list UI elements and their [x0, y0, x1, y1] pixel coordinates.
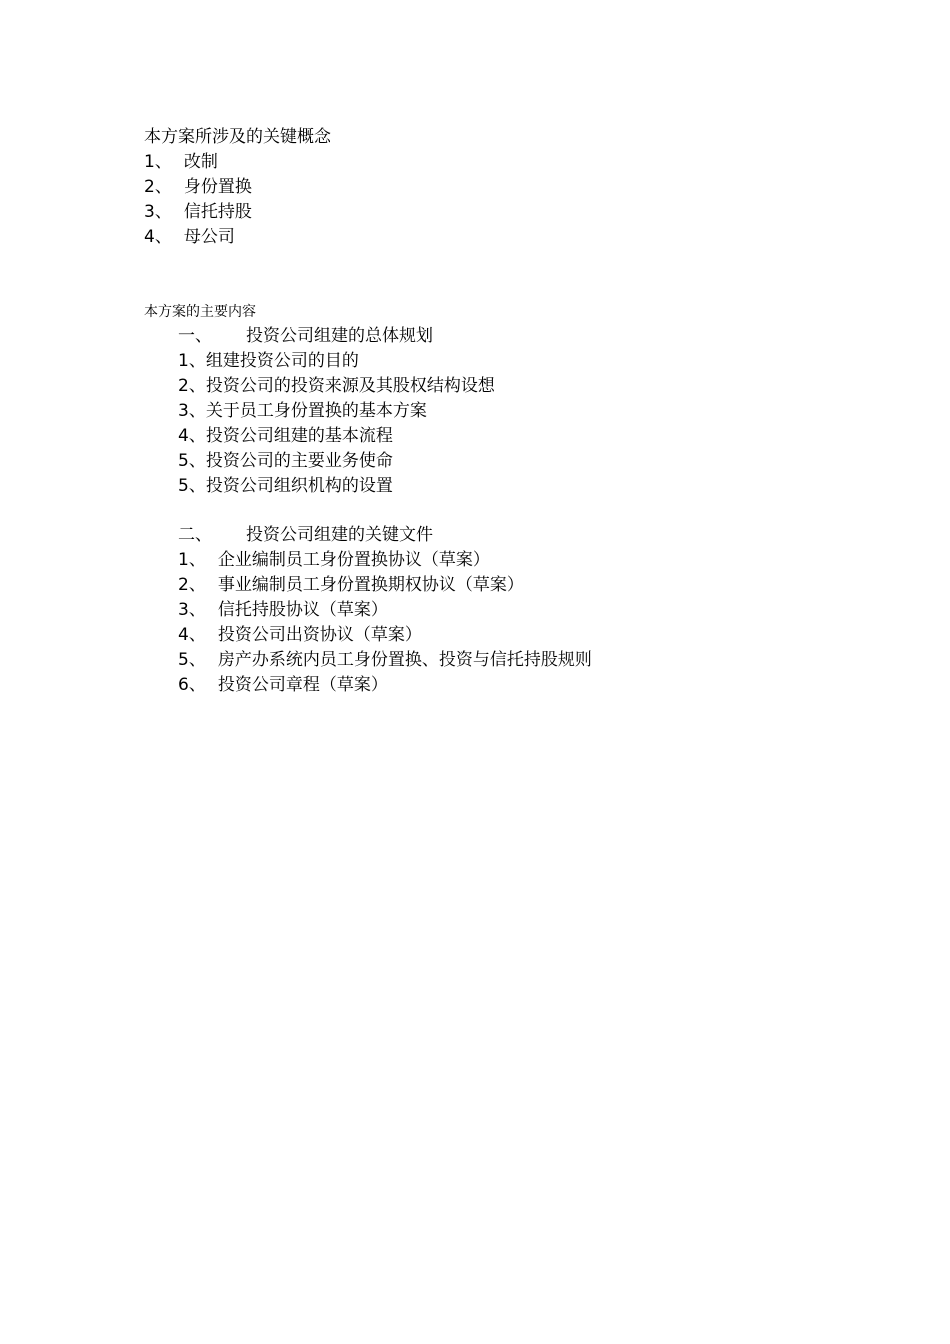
item-text: 投资公司出资协议（草案） [217, 625, 422, 645]
item-number: 4、 [144, 227, 172, 247]
item-text: 企业编制员工身份置换协议（草案） [217, 550, 490, 570]
item-text: 房产办系统内员工身份置换、投资与信托持股规则 [217, 650, 592, 670]
section1-title: 本方案所涉及的关键概念 [144, 127, 331, 147]
item-text: 投资公司章程（草案） [217, 675, 388, 695]
document-item [178, 648, 592, 673]
concept-item [144, 225, 235, 250]
item-number: 6、 [178, 675, 206, 695]
part2-heading [178, 523, 433, 548]
plan-item: 4、投资公司组建的基本流程 [178, 426, 393, 446]
item-text: 事业编制员工身份置换期权协议（草案） [217, 575, 524, 595]
part-number: 二、 [178, 525, 212, 545]
item-number: 2、 [144, 177, 172, 197]
item-number: 4、 [178, 625, 206, 645]
concept-item [144, 175, 252, 200]
plan-item: 3、关于员工身份置换的基本方案 [178, 401, 427, 421]
item-text: 信托持股协议（草案） [217, 600, 388, 620]
section2-title: 本方案的主要内容 [144, 304, 256, 320]
part-title: 投资公司组建的总体规划 [246, 326, 433, 346]
document-item [178, 548, 490, 573]
document-item [178, 673, 388, 698]
item-number: 2、 [178, 575, 206, 595]
item-number: 3、 [178, 600, 206, 620]
item-number: 3、 [144, 202, 172, 222]
document-item [178, 623, 422, 648]
item-number: 5、 [178, 650, 206, 670]
plan-item: 5、投资公司的主要业务使命 [178, 451, 393, 471]
item-text: 改制 [183, 152, 218, 172]
document-item [178, 598, 388, 623]
plan-item: 2、投资公司的投资来源及其股权结构设想 [178, 376, 495, 396]
item-text: 信托持股 [183, 202, 252, 222]
concept-item [144, 150, 218, 175]
plan-item: 5、投资公司组织机构的设置 [178, 476, 393, 496]
document-item [178, 573, 524, 598]
item-number: 1、 [178, 550, 206, 570]
part-number: 一、 [178, 326, 212, 346]
plan-item: 1、组建投资公司的目的 [178, 351, 359, 371]
item-number: 1、 [144, 152, 172, 172]
part-title: 投资公司组建的关键文件 [246, 525, 433, 545]
concept-item [144, 200, 252, 225]
item-text: 母公司 [183, 227, 235, 247]
part1-heading [178, 324, 433, 349]
item-text: 身份置换 [183, 177, 252, 197]
